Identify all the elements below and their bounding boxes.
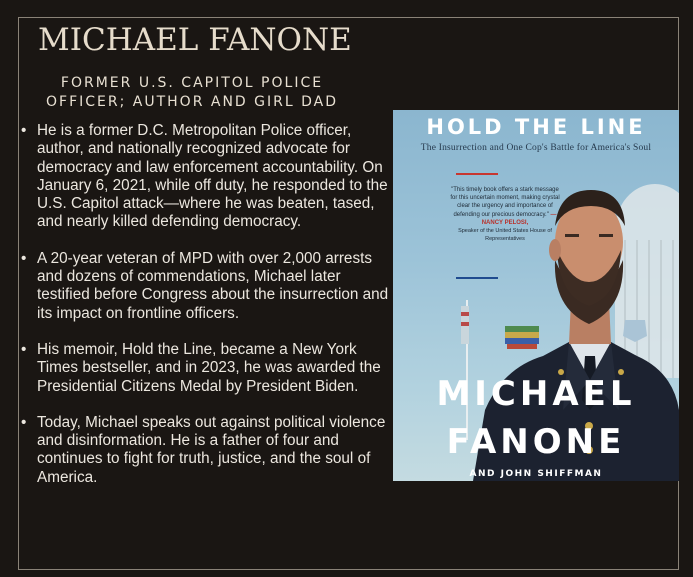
book-title: HOLD THE LINE <box>426 115 646 139</box>
bio-bullet-1 <box>21 122 389 232</box>
subtitle-line-1: FORMER U.S. CAPITOL POLICE <box>60 75 324 91</box>
bullet-dot-icon: • <box>21 413 27 431</box>
book-author-last: FANONE <box>446 422 626 462</box>
bio-bullet-text: A 20-year veteran of MPD with over 2,000 arrests and dozens of commendations, Michael later testified before Congress about the insurrection and its impact on frontline officers. <box>37 249 389 322</box>
bio-bullet-4 <box>21 414 389 487</box>
bio-bullet-list <box>21 122 389 505</box>
bio-bullet-text: He is a former D.C. Metropolitan Police officer, author, and nationally recognized advocate for democracy and law enforcement accountability. On January 6, 2021, while off duty, he responded to the U.S. Capitol attack—where he was beaten, tased, and nearly killed defending democracy. <box>37 122 388 231</box>
book-author-first: MICHAEL <box>436 374 636 414</box>
bio-bullet-text: Today, Michael speaks out against political violence and disinformation. He is a father of four and continues to fight for truth, justice, and the soul of America. <box>37 413 386 486</box>
book-blurb <box>449 186 561 243</box>
book-blurb-text: "This timely book offers a stark message for this uncertain moment, making crystal clear the urgency and importance of defending our precious democracy." <box>450 187 560 218</box>
book-subtitle: The Insurrection and One Cop's Battle for America's Soul <box>420 143 652 153</box>
bullet-dot-icon: • <box>21 340 27 358</box>
bullet-dot-icon: • <box>21 122 27 139</box>
book-blurb-role: Speaker of the United States House of Representatives <box>458 228 552 243</box>
bio-bullet-2 <box>21 250 389 323</box>
bullet-dot-icon: • <box>21 249 27 267</box>
bio-bullet-3 <box>21 341 389 396</box>
book-coauthor: AND JOHN SHIFFMAN <box>469 469 603 479</box>
book-cover-image <box>393 110 679 481</box>
speaker-subtitle <box>24 74 360 112</box>
speaker-name: MICHAEL FANONE <box>38 22 352 58</box>
book-blurb-attribution: —NANCY PELOSI, <box>481 211 557 226</box>
bio-bullet-text: His memoir, Hold the Line, became a New York Times bestseller, and in 2023, he was awarded the Presidential Citizens Medal by President Biden. <box>37 340 381 395</box>
subtitle-line-2: OFFICER; AUTHOR AND GIRL DAD <box>46 94 338 110</box>
